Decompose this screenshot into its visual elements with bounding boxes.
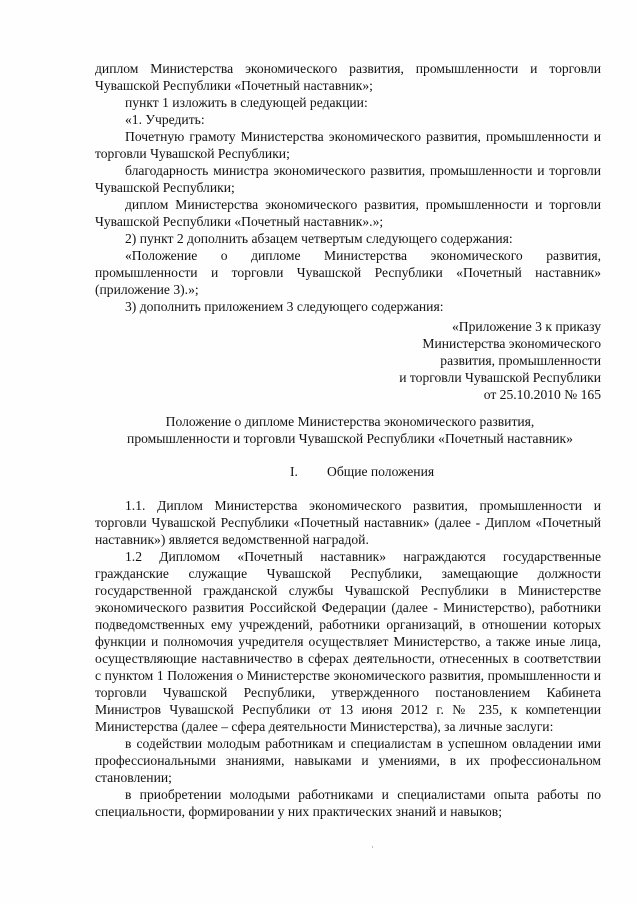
appendix-header	[399, 318, 601, 403]
paragraph: «Положение о дипломе Министерства экономического развития, промышленности и торговли Чувашской Республики «Почетный наставник» (приложение 3).»;	[95, 248, 601, 297]
paragraph: 1.1. Диплом Министерства экономического развития, промышленности и торговли Чувашской Республики «Почетный наставник» (далее - Диплом «Почетный наставник») является ведомственной наградой.	[95, 498, 601, 547]
paragraph: диплом Министерства экономического развития, промышленности и торговли Чувашской Республики «Почетный наставник».»;	[95, 197, 601, 229]
paragraph: 1.2 Дипломом «Почетный наставник» награждаются государственные гражданские служащие Чувашской Республики, замещающие должности государственной гражданской службы Чувашской Республики в Министерстве экономического развития Российской Федерации (далее - Министерство), работники подведомственных ему учреждений, работники организаций, в отношении которых функции и полномочия учредителя осуществляет Министерство, а также иные лица, осуществляющие наставничество в сферах деятельности, отнесенных в соответствии с пунктом 1 Положения о Министерстве экономического развития, промышленности и торговли Чувашской Республики, утвержденного постановлением Кабинета Министров Чувашской Республики от 13 июня 2012 г. № 235, к компетенции Министерства (далее – сфера деятельности Министерства), за личные заслуги:	[95, 549, 601, 734]
document-title	[60, 413, 639, 447]
body-text-block	[95, 497, 601, 820]
section-heading	[290, 463, 434, 480]
section-title: Общие положения	[327, 464, 435, 479]
paragraph: Почетную грамоту Министерства экономического развития, промышленности и торговли Чувашской Республики;	[95, 129, 601, 161]
paragraph: «1. Учредить:	[125, 112, 205, 127]
top-text-block	[95, 60, 601, 315]
paragraph: диплом Министерства экономического развития, промышленности и торговли Чувашской Республики «Почетный наставник»;	[95, 61, 601, 93]
appendix-line: развития, промышленности	[440, 353, 601, 368]
paragraph: 3) дополнить приложением 3 следующего содержания:	[125, 299, 444, 314]
section-number: I.	[290, 464, 298, 479]
appendix-line: от 25.10.2010 № 165	[483, 387, 601, 402]
appendix-line: и торговли Чувашской Республики	[399, 370, 601, 385]
paragraph: в содействии молодым работникам и специалистам в успешном овладении ими профессиональными знаниями, навыками и умениями, в их профессиональном становлении;	[95, 736, 601, 785]
paragraph: 2) пункт 2 дополнить абзацем четвертым следующего содержания:	[125, 231, 513, 246]
paragraph: пункт 1 изложить в следующей редакции:	[125, 95, 368, 110]
paragraph: благодарность министра экономического развития, промышленности и торговли Чувашской Республики;	[95, 163, 601, 195]
title-line: Положение о дипломе Министерства экономического развития,	[165, 414, 535, 429]
paragraph: в приобретении молодыми работниками и специалистами опыта работы по специальности, формировании у них практических знаний и навыков;	[95, 787, 601, 819]
title-line: промышленности и торговли Чувашской Республики «Почетный наставник»	[127, 431, 573, 446]
appendix-line: «Приложение 3 к приказу	[451, 319, 601, 334]
scan-speck	[372, 846, 373, 848]
appendix-line: Министерства экономического	[422, 336, 601, 351]
